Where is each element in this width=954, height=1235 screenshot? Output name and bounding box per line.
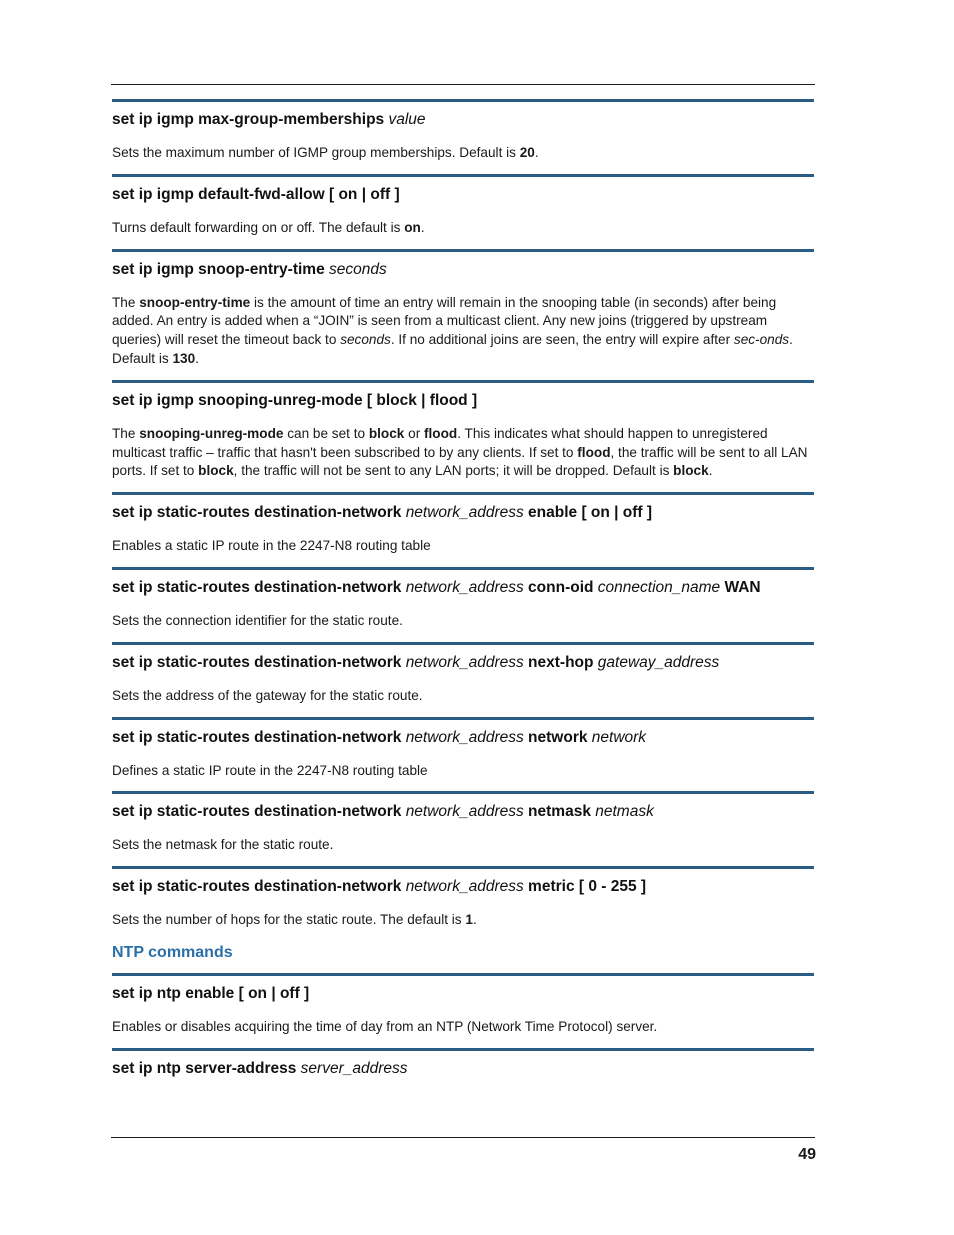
command-description bbox=[112, 911, 814, 930]
command-block bbox=[112, 717, 814, 781]
text-run: set ip static-routes destination-network bbox=[112, 578, 406, 596]
text-run: network_address bbox=[405, 728, 524, 746]
text-run: . bbox=[472, 912, 477, 928]
text-run: set ip static-routes destination-network bbox=[112, 728, 406, 746]
command-description bbox=[112, 836, 814, 855]
command-block bbox=[112, 99, 814, 163]
text-run: snoop-entry-time bbox=[139, 294, 251, 310]
command-rule bbox=[112, 567, 814, 570]
text-run: value bbox=[388, 111, 426, 128]
page-content bbox=[112, 99, 814, 1079]
igmp-command-list bbox=[112, 99, 814, 930]
command-block bbox=[112, 866, 814, 930]
command-block bbox=[112, 642, 814, 706]
command-title bbox=[112, 503, 814, 523]
command-description bbox=[112, 425, 814, 481]
text-run: server_address bbox=[300, 1059, 408, 1077]
page-number: 49 bbox=[798, 1146, 816, 1163]
text-run: network_address bbox=[405, 504, 524, 522]
text-run: 1 bbox=[465, 912, 473, 928]
text-run: network bbox=[523, 728, 592, 746]
command-block bbox=[112, 380, 814, 481]
command-rule bbox=[112, 791, 814, 794]
text-run: netmask bbox=[523, 803, 596, 821]
text-run: seconds bbox=[329, 260, 387, 278]
command-title bbox=[112, 185, 814, 205]
command-rule bbox=[112, 249, 814, 252]
text-run: Sets the address of the gateway for the static route. bbox=[112, 687, 423, 703]
command-block bbox=[112, 174, 814, 238]
command-description bbox=[112, 219, 814, 238]
text-run: Enables or disables acquiring the time of day from an NTP (Network Time Protocol) server. bbox=[112, 1018, 658, 1034]
text-run: block bbox=[368, 425, 405, 441]
text-run: Enables a static IP route in the 2247-N8 routing table bbox=[112, 538, 431, 554]
text-run: conn-oid bbox=[523, 578, 598, 596]
text-run: . bbox=[420, 219, 425, 235]
command-description bbox=[112, 762, 814, 781]
text-run: set ip static-routes destination-network bbox=[112, 803, 406, 821]
command-rule bbox=[112, 174, 814, 177]
command-block bbox=[112, 791, 814, 855]
text-run: set ip igmp snoop-entry-time bbox=[112, 260, 330, 278]
command-description bbox=[112, 687, 814, 706]
text-run: block bbox=[198, 463, 234, 479]
text-run: can be set to bbox=[283, 425, 369, 441]
command-title bbox=[112, 1059, 814, 1079]
command-title bbox=[112, 728, 814, 748]
text-run: or bbox=[404, 425, 424, 441]
command-rule bbox=[112, 492, 814, 495]
text-run: network_address bbox=[405, 578, 524, 596]
text-run: set ip ntp enable [ on | off ] bbox=[112, 984, 310, 1002]
text-run: set ip igmp default-fwd-allow [ on | off ] bbox=[112, 185, 400, 203]
header-rule bbox=[111, 84, 815, 85]
text-run: metric [ 0 - 255 ] bbox=[523, 878, 647, 896]
text-run: Sets the number of hops for the static route. The default is bbox=[112, 912, 466, 928]
command-rule bbox=[112, 866, 814, 869]
text-run: next-hop bbox=[523, 653, 598, 671]
command-rule bbox=[112, 642, 814, 645]
command-rule bbox=[112, 717, 814, 720]
text-run: 130 bbox=[172, 350, 196, 366]
text-run: 20 bbox=[519, 145, 535, 160]
text-run: . bbox=[195, 350, 199, 366]
command-description bbox=[112, 144, 814, 163]
text-run: gateway_address bbox=[597, 653, 720, 671]
command-title bbox=[112, 110, 814, 130]
text-run: set ip ntp server-address bbox=[112, 1059, 301, 1077]
text-run: set ip static-routes destination-network bbox=[112, 504, 406, 522]
command-rule bbox=[112, 99, 814, 102]
command-description bbox=[112, 537, 814, 556]
section-heading-ntp: NTP commands bbox=[112, 943, 233, 961]
text-run: . bbox=[534, 145, 539, 160]
command-description bbox=[112, 294, 814, 369]
ntp-command-list bbox=[112, 973, 814, 1079]
command-block bbox=[112, 492, 814, 556]
text-run: WAN bbox=[720, 578, 761, 596]
text-run: netmask bbox=[595, 803, 654, 821]
text-run: sec-onds bbox=[733, 332, 790, 348]
text-run: network_address bbox=[405, 653, 524, 671]
text-run: on bbox=[404, 219, 421, 235]
text-run: network bbox=[591, 728, 647, 746]
text-run: enable [ on | off ] bbox=[523, 504, 653, 522]
text-run: flood bbox=[424, 425, 458, 441]
text-run: . This indicates what should happen to unregistered multicast traffic – traffic that hasn't been subscribed to by any clients. If set to bbox=[112, 425, 768, 460]
command-block bbox=[112, 249, 814, 369]
text-run: set ip igmp snooping-unreg-mode [ block | flood ] bbox=[112, 391, 478, 409]
text-run: , the traffic will not be sent to any LAN ports; it will be dropped. Default is bbox=[233, 463, 674, 479]
command-rule bbox=[112, 973, 814, 976]
text-run: Sets the netmask for the static route. bbox=[112, 837, 334, 853]
text-run: network_address bbox=[405, 878, 524, 896]
command-title bbox=[112, 391, 814, 411]
command-block bbox=[112, 1048, 814, 1079]
text-run: Sets the connection identifier for the static route. bbox=[112, 612, 403, 628]
command-title bbox=[112, 802, 814, 822]
command-block bbox=[112, 973, 814, 1037]
command-description bbox=[112, 612, 814, 631]
command-block bbox=[112, 567, 814, 631]
text-run: Defines a static IP route in the 2247-N8 routing table bbox=[112, 762, 428, 778]
text-run: set ip igmp max-group-memberships bbox=[112, 111, 389, 128]
text-run: . Default is bbox=[112, 332, 793, 366]
text-run: Sets the maximum number of IGMP group memberships. Default is bbox=[112, 145, 520, 160]
text-run: Turns default forwarding on or off. The default is bbox=[112, 219, 405, 235]
text-run: connection_name bbox=[597, 578, 721, 596]
text-run: block bbox=[673, 463, 709, 479]
command-rule bbox=[112, 380, 814, 383]
text-run: seconds bbox=[340, 332, 391, 348]
command-title bbox=[112, 260, 814, 280]
text-run: The bbox=[112, 294, 140, 310]
text-run: is the amount of time an entry will remain in the snooping table (in seconds) after being added. An entry is added when a “JOIN” is seen from a multicast client. Any new joins (triggered by upstream queries) will reset the timeout back to bbox=[112, 294, 777, 348]
text-run: . If no additional joins are seen, the entry will expire after bbox=[390, 332, 734, 348]
text-run: network_address bbox=[405, 803, 524, 821]
command-title bbox=[112, 984, 814, 1004]
text-run: snooping-unreg-mode bbox=[139, 425, 284, 441]
text-run: flood bbox=[577, 444, 611, 460]
text-run: set ip static-routes destination-network bbox=[112, 653, 406, 671]
command-description bbox=[112, 1018, 814, 1037]
text-run: . bbox=[708, 463, 713, 479]
command-title bbox=[112, 653, 814, 673]
text-run: , the traffic will be sent to all LAN ports. If set to bbox=[112, 444, 808, 479]
text-run: set ip static-routes destination-network bbox=[112, 878, 406, 896]
command-title bbox=[112, 877, 814, 897]
command-rule bbox=[112, 1048, 814, 1051]
command-title bbox=[112, 578, 814, 598]
footer-rule bbox=[111, 1137, 815, 1138]
text-run: The bbox=[112, 425, 140, 441]
